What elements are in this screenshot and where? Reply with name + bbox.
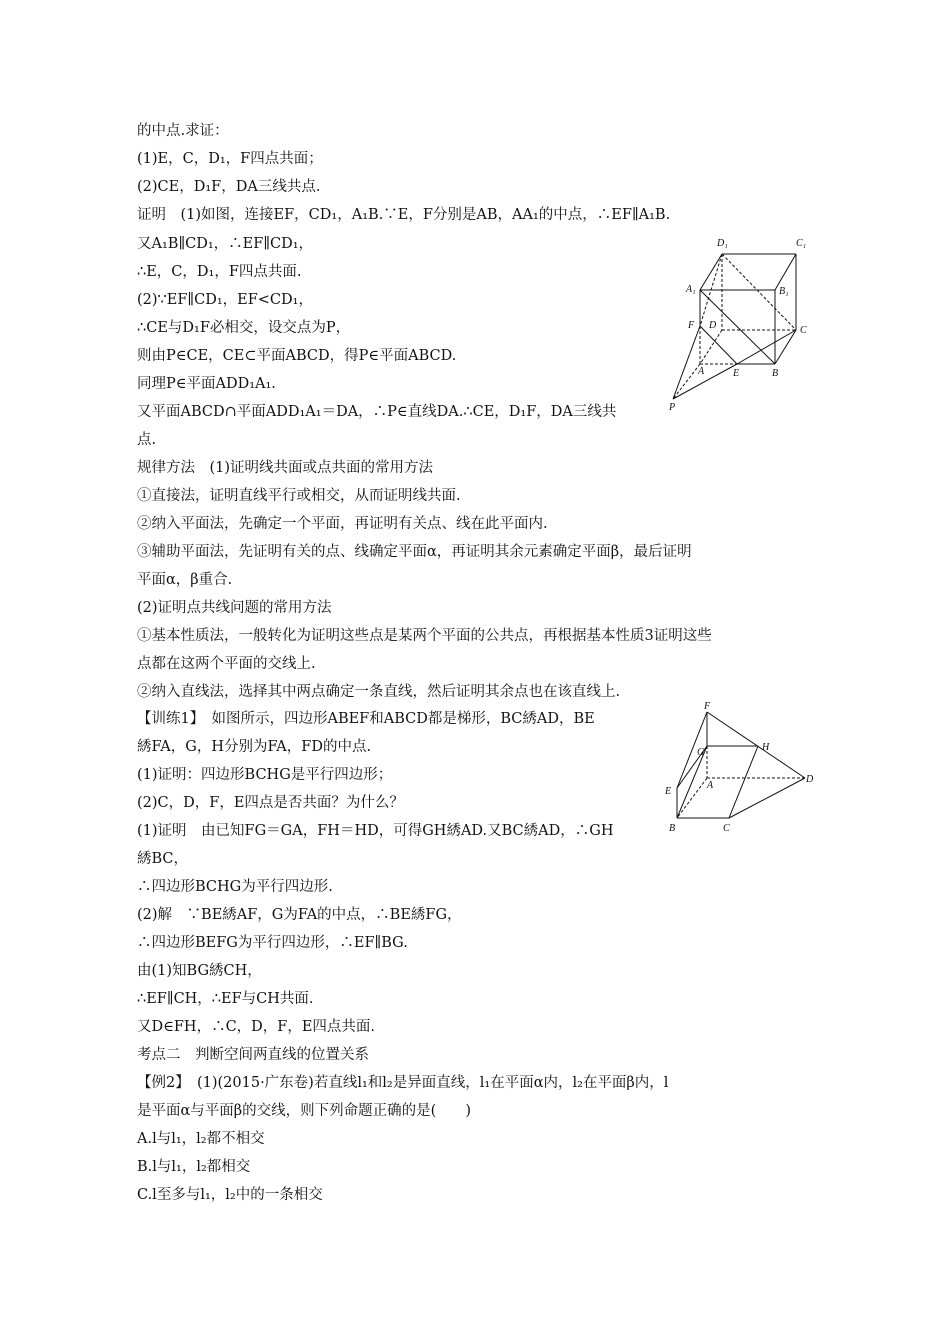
label-A: A	[707, 780, 714, 791]
text-line: ∴E，C，D₁，F四点共面.	[137, 264, 302, 280]
text-line: ∴四边形BEFG为平行四边形，∴EF∥BG.	[137, 935, 408, 951]
label-D: D	[709, 320, 717, 331]
text-line: ③辅助平面法，先证明有关的点、线确定平面α，再证明其余元素确定平面β，最后证明	[137, 544, 692, 560]
label-B1: B₁	[779, 286, 789, 297]
text-line: ∴四边形BCHG为平行四边形.	[137, 879, 333, 895]
label-E: E	[733, 368, 740, 379]
text-line: (1)E，C，D₁，F四点共面；	[137, 151, 323, 167]
label-H: H	[762, 742, 770, 753]
text-line: 綉BC，	[137, 851, 189, 867]
text-line: 是平面α与平面β的交线，则下列命题正确的是( )	[137, 1103, 471, 1119]
text-line: 的中点.求证：	[137, 123, 229, 139]
text-line: (2)C，D，F，E四点是否共面？为什么？	[137, 795, 404, 811]
label-B: B	[669, 823, 676, 834]
cube-figure	[665, 232, 825, 412]
text-line: 又A₁B∥CD₁，∴EF∥CD₁，	[137, 236, 314, 252]
text-line: 又平面ABCD∩平面ADD₁A₁＝DA，∴P∈直线DA.∴CE，D₁F，DA三线共	[137, 404, 617, 420]
trapezoid-figure	[660, 700, 820, 840]
text-line: A.l与l₁，l₂都不相交	[137, 1131, 265, 1147]
text-line: ①直接法，证明直线平行或相交，从而证明线共面.	[137, 488, 461, 504]
text-line: 平面α，β重合.	[137, 572, 233, 588]
label-E: E	[665, 786, 672, 797]
label-F: F	[688, 320, 695, 331]
text-line: (2)解 ∵BE綉AF，G为FA的中点，∴BE綉FG，	[137, 907, 462, 923]
text-line: 【训练1】 如图所示，四边形ABEF和ABCD都是梯形，BC綉AD，BE	[137, 711, 595, 727]
label-A1: A₁	[686, 284, 696, 295]
label-C1: C₁	[796, 238, 807, 249]
label-D: D	[806, 774, 814, 785]
text-line: (1)证明 由已知FG＝GA，FH＝HD，可得GH綉AD.又BC綉AD，∴GH	[137, 823, 614, 839]
text-line: ∴CE与D₁F必相交，设交点为P，	[137, 320, 351, 336]
text-line: 点.	[137, 432, 157, 448]
text-line: ②纳入平面法，先确定一个平面，再证明有关点、线在此平面内.	[137, 516, 548, 532]
text-line: (2)∵EF∥CD₁，EF<CD₁，	[137, 292, 313, 308]
text-line: 【例2】 (1)(2015·广东卷)若直线l₁和l₂是异面直线，l₁在平面α内，l₂在平面β内，l	[137, 1075, 669, 1091]
text-line: 则由P∈CE，CE⊂平面ABCD，得P∈平面ABCD.	[137, 348, 457, 364]
text-line: B.l与l₁，l₂都相交	[137, 1159, 251, 1175]
text-line: 由(1)知BG綉CH，	[137, 963, 262, 979]
label-D1: D₁	[717, 238, 728, 249]
text-line: 点都在这两个平面的交线上.	[137, 656, 316, 672]
label-A: A	[698, 366, 705, 377]
label-G: G	[697, 747, 705, 758]
text-line: (2)CE，D₁F，DA三线共点.	[137, 179, 321, 195]
text-line: 证明 (1)如图，连接EF，CD₁，A₁B.∵E，F分别是AB，AA₁的中点，∴EF∥A₁B.	[137, 207, 671, 223]
text-line: 同理P∈平面ADD₁A₁.	[137, 376, 276, 392]
label-B: B	[772, 368, 779, 379]
text-line: ②纳入直线法，选择其中两点确定一条直线，然后证明其余点也在该直线上.	[137, 684, 621, 700]
text-line: ∴EF∥CH，∴EF与CH共面.	[137, 991, 314, 1007]
label-P: P	[669, 402, 676, 412]
text-line: 又D∈FH，∴C，D，F，E四点共面.	[137, 1019, 376, 1035]
text-line: 规律方法 (1)证明线共面或点共面的常用方法	[137, 460, 434, 476]
text-line: ①基本性质法，一般转化为证明这些点是某两个平面的公共点，再根据基本性质3证明这些	[137, 628, 712, 644]
label-C: C	[723, 823, 730, 834]
label-F: F	[704, 701, 711, 712]
label-C: C	[800, 325, 807, 336]
text-line: 考点二 判断空间两直线的位置关系	[137, 1047, 369, 1063]
text-line: (1)证明：四边形BCHG是平行四边形；	[137, 767, 393, 783]
text-line: C.l至多与l₁，l₂中的一条相交	[137, 1187, 323, 1203]
text-line: 綉FA，G，H分别为FA，FD的中点.	[137, 739, 372, 755]
text-line: (2)证明点共线问题的常用方法	[137, 600, 332, 616]
